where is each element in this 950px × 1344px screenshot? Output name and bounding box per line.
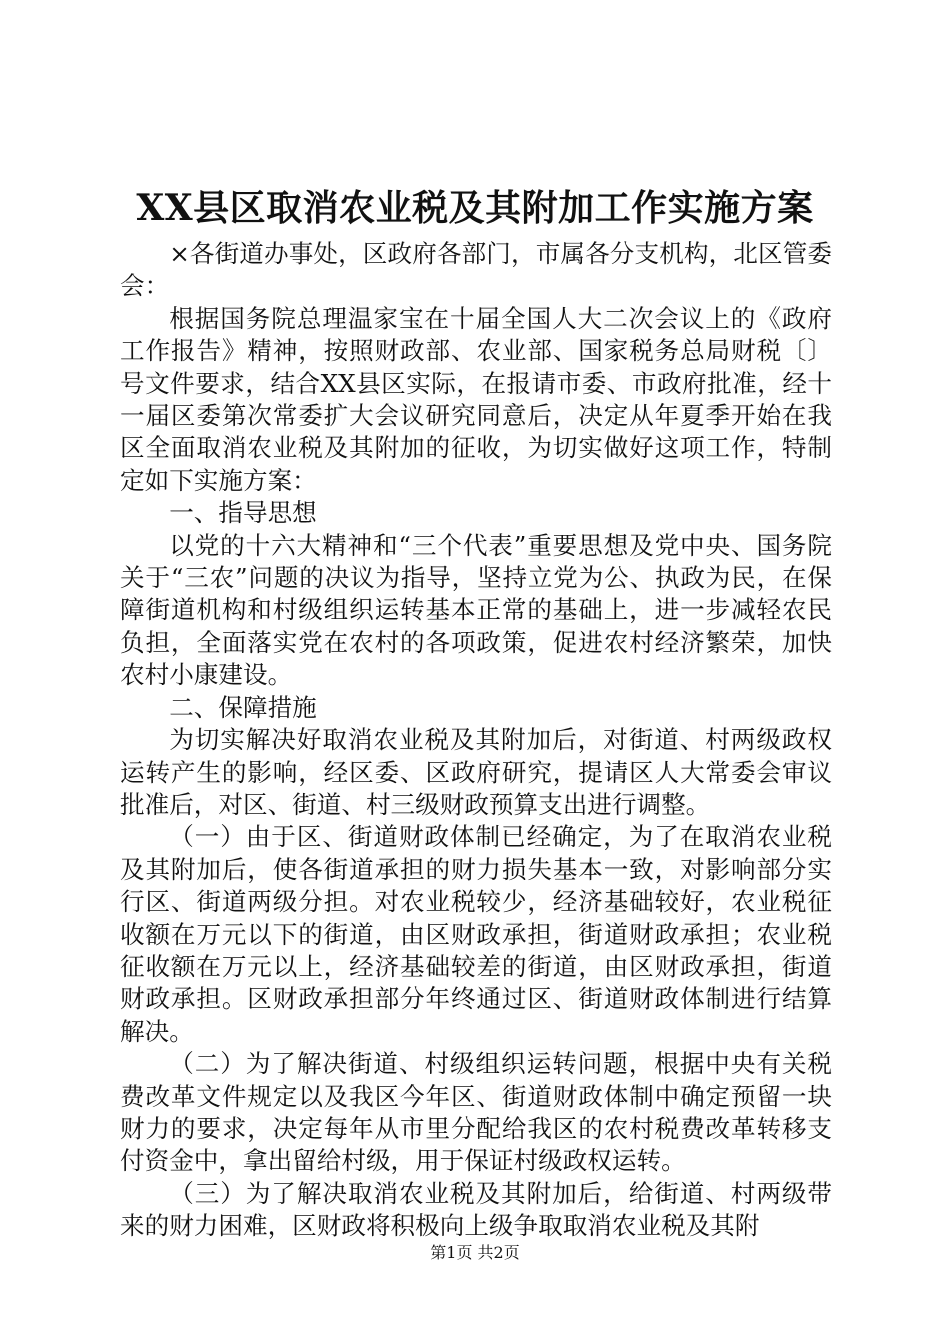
document-title: XX县区取消农业税及其附加工作实施方案 [136,187,814,229]
measure-1-paragraph: （一）由于区、街道财政体制已经确定，为了在取消农业税及其附加后，使各街道承担的财力损失基本一致，对影响部分实行区、街道两级分担。对农业税较少，经济基础较好，农业税征收额在万元以下的街道，由区财政承担，街道财政承担；农业税征收额在万元以上，经济基础较差的街道，由区财政承担，街道财政承担。区财政承担部分年终通过区、街道财政体制进行结算解决。 [120,822,832,1046]
section-heading-safeguard-measures: 二、保障措施 [169,692,317,722]
section-heading-guiding-ideology: 一、指导思想 [169,498,317,528]
addressee-paragraph: ×各街道办事处，区政府各部门，市属各分支机构，北区管委会： [120,239,832,301]
safeguard-intro-paragraph: 为切实解决好取消农业税及其附加后，对街道、村两级政权运转产生的影响，经区委、区政府研究，提请区人大常委会审议批准后，对区、街道、村三级财政预算支出进行调整。 [120,725,832,819]
document-body [120,238,832,1243]
measure-2-paragraph: （二）为了解决街道、村级组织运转问题，根据中央有关税费改革文件规定以及我区今年区、街道财政体制中确定预留一块财力的要求，决定每年从市里分配给我区的农村税费改革转移支付资金中，拿出留给村级，用于保证村级政权运转。 [120,1049,832,1176]
guiding-ideology-paragraph: 以党的十六大精神和“三个代表”重要思想及党中央、国务院关于“三农”问题的决议为指导，坚持立党为公、执政为民，在保障街道机构和村级组织运转基本正常的基础上，进一步减轻农民负担，全面落实党在农村的各项政策，促进农村经济繁荣，加快农村小康建设。 [120,530,832,690]
intro-paragraph: 根据国务院总理温家宝在十届全国人大二次会议上的《政府工作报告》精神，按照财政部、农业部、国家税务总局财税〔〕号文件要求，结合XX县区实际，在报请市委、市政府批准，经十一届区委第次常委扩大会议研究同意后，决定从年夏季开始在我区全面取消农业税及其附加的征收，为切实做好这项工作，特制定如下实施方案： [120,303,832,495]
page-number-footer: 第1页 共2页 [430,1243,520,1262]
measure-3-paragraph: （三）为了解决取消农业税及其附加后，给街道、村两级带来的财力困难，区财政将积极向上级争取取消农业税及其附 [120,1178,832,1241]
